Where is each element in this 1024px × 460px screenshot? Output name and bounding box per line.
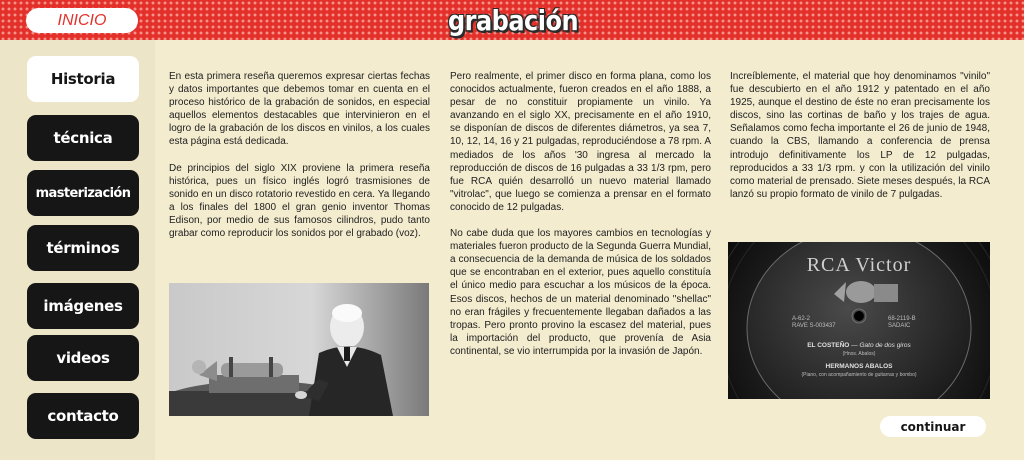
record-credit: (Hnos. Abalos) [842,351,876,357]
nav-historia-label: Historia [50,70,116,88]
record-performer: HERMANOS ABALOS [825,363,893,370]
record-catalog-code: A-62-2 [792,316,811,322]
content-column-3 [730,70,990,214]
nav-terminos-button[interactable] [27,225,139,271]
nav-tecnica-label: técnica [53,129,113,147]
record-accompaniment: (Piano, con acompañamiento de guitarras y bombo) [801,372,917,378]
nav-historia-button[interactable] [27,56,139,102]
nav-imagenes-button[interactable] [27,283,139,329]
record-catalog-code-right: 68-2119-B [888,316,916,322]
nav-contacto-label: contacto [47,407,119,425]
record-catalog-right [888,316,916,330]
edison-phonograph-photo [169,283,429,416]
content-column-1 [169,70,430,253]
nav-videos-button[interactable] [27,335,139,381]
nav-tecnica-button[interactable] [27,115,139,161]
nav-terminos-label: términos [46,239,120,257]
paragraph: Increíblemente, el material que hoy denominamos "vinilo" fue descubierto en el año 1912 y patentado en el año 1925, aunque el destino de éste no eran precisamente los discos, sino las cortinas de baño y los trajes de agua. Señalamos como fecha importante el 26 de junio de 1948, cuando la CBS, llamando a conferencia de prensa introdujo definitivamente los LP de 12 pulgadas, reproducidos a 33 1/3 rpm. y con la utilización del vinilo como material de prensado. Siete meses después, la RCA lanzó su propio formato de vinilo de 7 pulgadas. [730,71,990,200]
record-brand: RCA Victor [806,254,912,276]
nav-imagenes-label: imágenes [43,297,123,315]
record-song: EL COSTEÑO — Gato de dos giros [807,342,911,349]
continue-label: continuar [900,419,966,434]
header-bar [0,0,1024,40]
paragraph: De principios del siglo XIX proviene la primera reseña histórica, pues un físico inglés logró trasmisiones de sonido en un disco rotatorio revestido en cera. Ya llegando a los finales del 1800 el gran genio inventor Thomas Edison, por medio de sus famosos cilindros, pudo tanto grabar como reproducir los sonidos por el grabado (voz). [169,162,430,240]
record-rave-code: RAVE S-003437 [792,323,836,329]
page-title: grabación [447,4,579,38]
nav-masterizacion-label: masterización [35,185,131,201]
paragraph: En esta primera reseña queremos expresar ciertas fechas y datos importantes que debemos tomar en cuenta en el proceso histórico de la grabación de sonidos, en especial aquellos elementos destacables que intervinieron en el logro de la grabación de los discos en vinilos, a los cuales esta página está dedicada. [169,71,430,148]
paragraph: Pero realmente, el primer disco en forma plana, como los conocidos actualmente, fueron creados en el año 1888, a pesar de no constituir propiamente un vinilo. Ya avanzando en el siglo XX, precisamente en el año 1910, se disponían de discos de diferentes diámetros, ya sea 7, 10, 12, 14, 16 y 21 pulgadas, reproduciéndose a 78 rpm. A mediados de los años '30 ingresa al mercado la reproducción de discos de 16 pulgadas a 33 1/3 rpm, pero fue RCA quién desarrolló un nuevo material llamado "vitrolac", que luego se comienza a prensar en el formato conocido de 12 pulgadas. [450,71,711,213]
record-song-artist: EL COSTEÑO [807,342,850,349]
page-title-wrap [447,4,579,38]
record-sadaic: SADAIC [888,323,911,329]
nav-videos-label: videos [56,349,110,367]
home-button[interactable]: INICIO [26,8,138,33]
record-catalog-left [792,316,836,330]
paragraph: No cabe duda que los mayores cambios en tecnologías y materiales fueron producto de la Segunda Guerra Mundial, a consecuencia de la demanda de música de los soldados que se encontraban en el exterior, pues aquello constituía el único medio para escuchar a los músicos de la época. Esos discos, hechos de un material denominado "shellac" no eran frágiles y frecuentemente llegaban dañados a las tropas. Pero pronto provino la escasez del material, pues la importación del producto, que provenía de Asia continental, se vio interrumpida por la invasión de Japón. [450,228,711,357]
content-column-2 [450,70,711,371]
record-song-title: Gato de dos giros [859,342,911,349]
nav-contacto-button[interactable] [27,393,139,439]
rca-victor-record-photo [728,242,990,399]
nav-masterizacion-button[interactable] [27,170,139,216]
continue-button[interactable] [880,416,986,437]
